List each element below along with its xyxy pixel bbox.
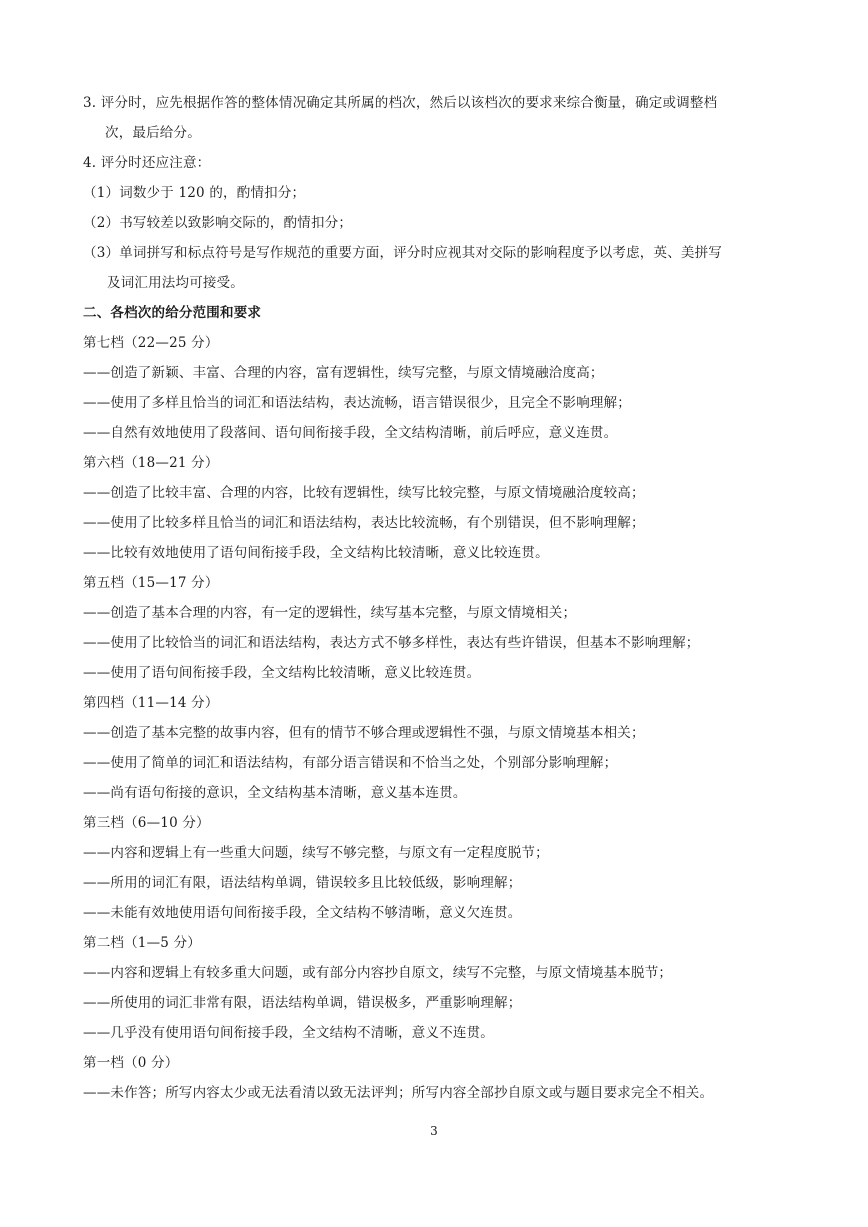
level-7 (83, 328, 808, 448)
rule-note-3-continued: 及词汇用法均可接受。 (107, 275, 244, 291)
level-title: 第七档（22—25 分） (83, 335, 219, 351)
level-5 (83, 568, 808, 688)
level-criterion: ——所使用的词汇非常有限，语法结构单调，错误极多，严重影响理解； (83, 995, 522, 1011)
level-criterion: ——未作答；所写内容太少或无法看清以致无法评判；所写内容全部抄自原文或与题目要求完全不相关。 (83, 1085, 714, 1101)
level-title: 第五档（15—17 分） (83, 575, 219, 591)
level-title: 第六档（18—21 分） (83, 455, 219, 471)
level-criterion: ——内容和逻辑上有一些重大问题，续写不够完整，与原文有一定程度脱节； (83, 845, 549, 861)
level-title: 第一档（0 分） (83, 1055, 179, 1071)
level-criterion: ——未能有效地使用语句间衔接手段，全文结构不够清晰，意义欠连贯。 (83, 905, 522, 921)
rule-note-2: （2）书写较差以致影响交际的，酌情扣分； (83, 215, 353, 231)
level-3 (83, 808, 808, 928)
page-number: 3 (430, 1124, 438, 1138)
rule-item-4: 4. 评分时还应注意： (83, 155, 211, 171)
level-1 (83, 1048, 808, 1108)
rule-item-3: 3. 评分时，应先根据作答的整体情况确定其所属的档次，然后以该档次的要求来综合衡量，确定或调整档 (83, 95, 718, 111)
rule-item-3-continued: 次，最后给分。 (105, 125, 201, 141)
level-criterion: ——内容和逻辑上有较多重大问题，或有部分内容抄自原文，续写不完整，与原文情境基本脱节； (83, 965, 673, 981)
level-criterion: ——比较有效地使用了语句间衔接手段，全文结构比较清晰，意义比较连贯。 (83, 545, 549, 561)
level-criterion: ——自然有效地使用了段落间、语句间衔接手段，全文结构清晰，前后呼应，意义连贯。 (83, 425, 618, 441)
rule-note-1: （1）词数少于 120 的，酌情扣分； (83, 185, 306, 201)
level-criterion: ——创造了基本完整的故事内容，但有的情节不够合理或逻辑性不强，与原文情境基本相关； (83, 725, 645, 741)
level-criterion: ——使用了简单的词汇和语法结构，有部分语言错误和不恰当之处，个别部分影响理解； (83, 755, 618, 771)
level-title: 第二档（1—5 分） (83, 935, 201, 951)
level-criterion: ——创造了比较丰富、合理的内容，比较有逻辑性，续写比较完整，与原文情境融洽度较高； (83, 485, 645, 501)
rule-note-3: （3）单词拼写和标点符号是写作规范的重要方面，评分时应视其对交际的影响程度予以考虑，英、美拼写 (83, 245, 722, 261)
level-criterion: ——几乎没有使用语句间衔接手段，全文结构不清晰，意义不连贯。 (83, 1025, 494, 1041)
level-criterion: ——尚有语句衔接的意识，全文结构基本清晰，意义基本连贯。 (83, 785, 467, 801)
level-criterion: ——所用的词汇有限，语法结构单调，错误较多且比较低级，影响理解； (83, 875, 522, 891)
level-2 (83, 928, 808, 1048)
level-title: 第三档（6—10 分） (83, 815, 210, 831)
level-4 (83, 688, 808, 808)
level-title: 第四档（11—14 分） (83, 695, 219, 711)
level-criterion: ——使用了多样且恰当的词汇和语法结构，表达流畅，语言错误很少，且完全不影响理解； (83, 395, 631, 411)
section-heading: 二、各档次的给分范围和要求 (83, 305, 262, 321)
level-criterion: ——使用了比较恰当的词汇和语法结构，表达方式不够多样性，表达有些许错误，但基本不影响理解； (83, 635, 700, 651)
level-criterion: ——创造了新颖、丰富、合理的内容，富有逻辑性，续写完整，与原文情境融洽度高； (83, 365, 604, 381)
level-criterion: ——使用了比较多样且恰当的词汇和语法结构，表达比较流畅，有个别错误，但不影响理解； (83, 515, 645, 531)
level-6 (83, 448, 808, 568)
level-criterion: ——使用了语句间衔接手段，全文结构比较清晰，意义比较连贯。 (83, 665, 481, 681)
level-criterion: ——创造了基本合理的内容，有一定的逻辑性，续写基本完整，与原文情境相关； (83, 605, 577, 621)
